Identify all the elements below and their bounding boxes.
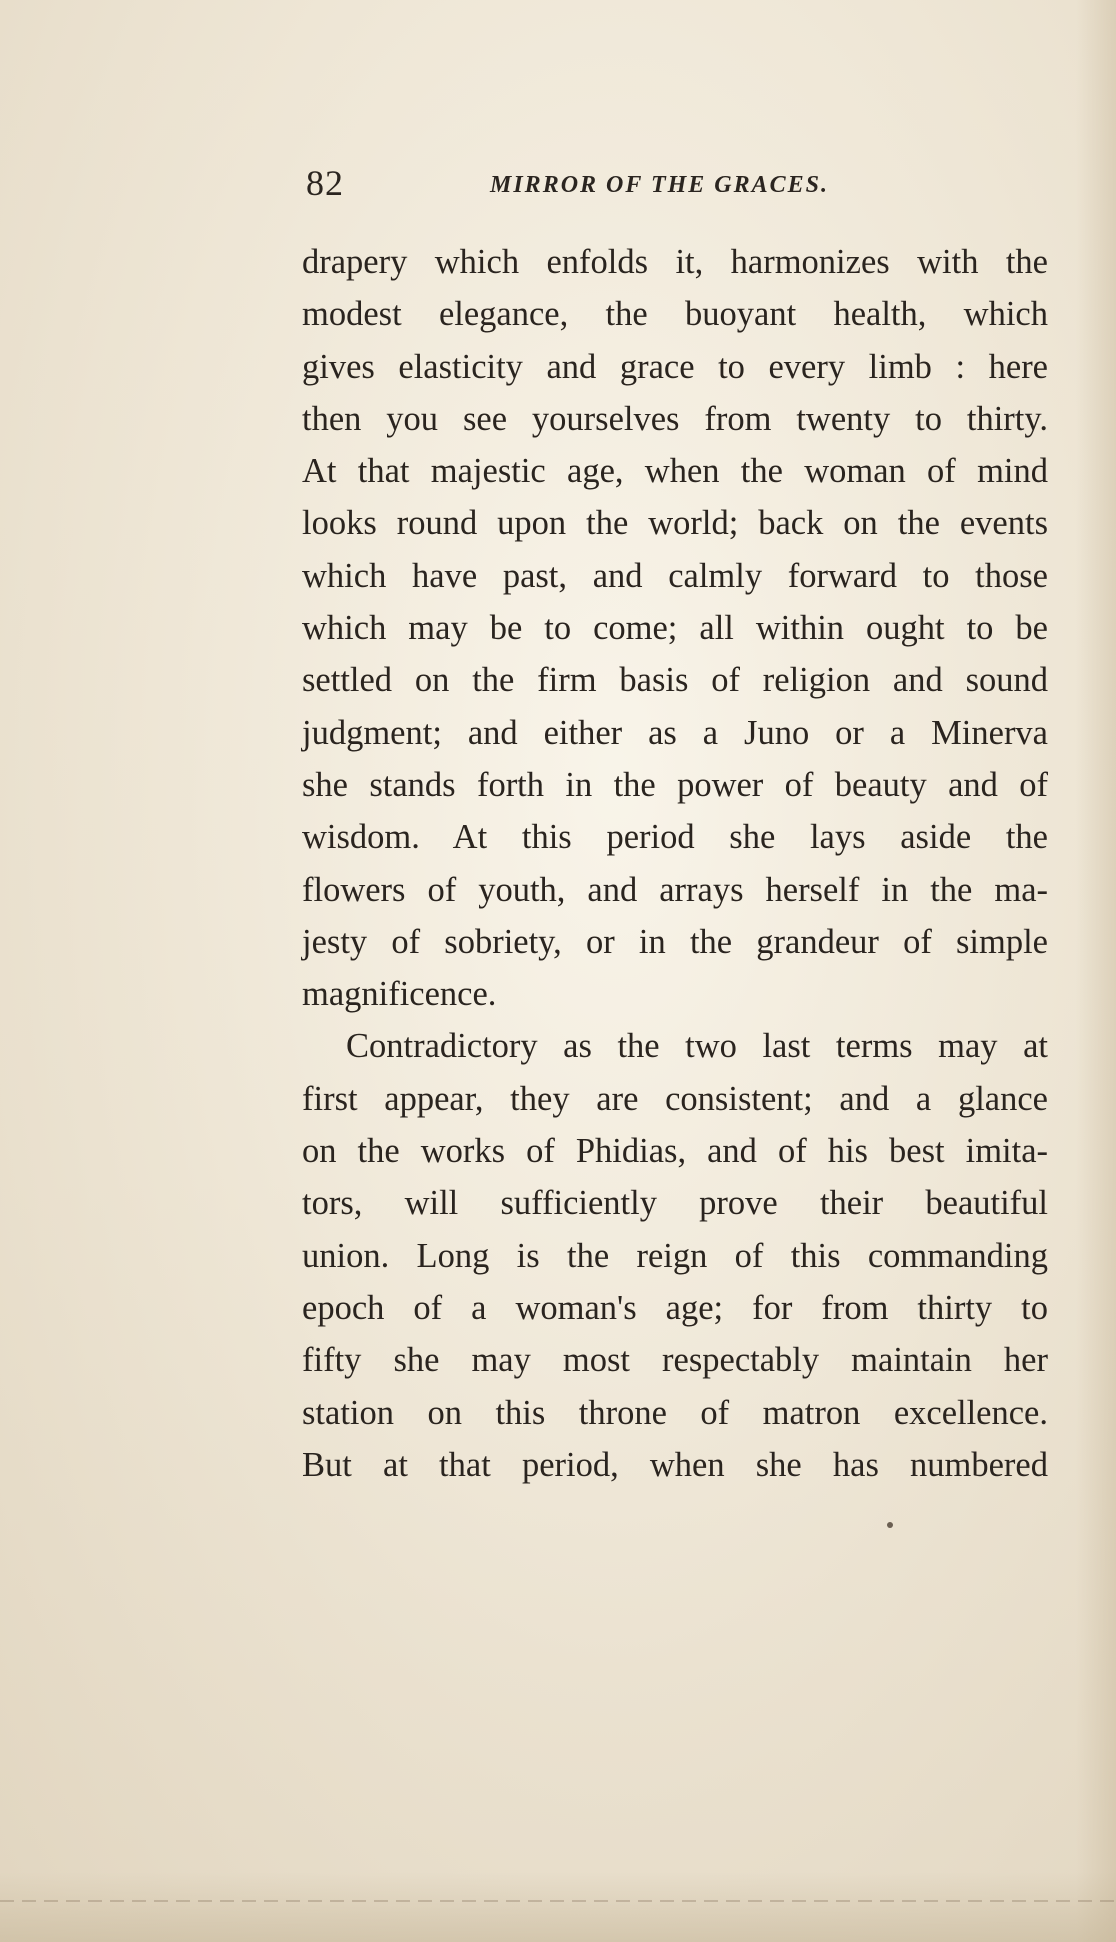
text-line: tors, will sufficiently prove their beautiful <box>302 1184 1048 1223</box>
running-title: MIRROR OF THE GRACES. <box>490 172 829 198</box>
text-line: gives elasticity and grace to every limb : here <box>302 347 1048 386</box>
text-line: which may be to come; all within ought to be <box>302 609 1048 648</box>
text-line: union. Long is the reign of this commanding <box>302 1236 1048 1275</box>
text-line: settled on the firm basis of religion and sound <box>302 661 1048 700</box>
text-line: she stands forth in the power of beauty and of <box>302 765 1048 804</box>
text-line: epoch of a woman's age; for from thirty to <box>302 1288 1048 1327</box>
text-line: looks round upon the world; back on the events <box>302 504 1048 543</box>
page-edge-shadow <box>1076 0 1116 1942</box>
text-line: judgment; and either as a Juno or a Minerva <box>302 713 1048 752</box>
body-text <box>302 236 1048 1491</box>
ink-speck <box>887 1522 893 1528</box>
text-line: drapery which enfolds it, harmonizes with the <box>302 243 1048 281</box>
text-line: But at that period, when she has numbered <box>302 1445 1048 1484</box>
text-line: magnificence. <box>302 975 497 1014</box>
text-line: first appear, they are consistent; and a glance <box>302 1079 1048 1118</box>
text-line: Contradictory as the two last terms may at <box>346 1027 1048 1066</box>
text-line: then you see yourselves from twenty to thirty. <box>302 399 1048 438</box>
text-line: station on this throne of matron excellence. <box>302 1393 1048 1432</box>
text-line: on the works of Phidias, and of his best imita- <box>302 1132 1048 1171</box>
text-line: flowers of youth, and arrays herself in the ma- <box>302 870 1048 909</box>
text-line: wisdom. At this period she lays aside the <box>302 818 1048 857</box>
page-number: 82 <box>306 163 344 203</box>
text-line: jesty of sobriety, or in the grandeur of simple <box>302 922 1048 961</box>
text-line: modest elegance, the buoyant health, which <box>302 295 1048 334</box>
text-line: fifty she may most respectably maintain her <box>302 1341 1048 1380</box>
text-line: At that majestic age, when the woman of mind <box>302 452 1048 491</box>
text-line: which have past, and calmly forward to those <box>302 556 1048 595</box>
running-head <box>306 162 866 212</box>
page-bottom-edge <box>0 1900 1116 1902</box>
